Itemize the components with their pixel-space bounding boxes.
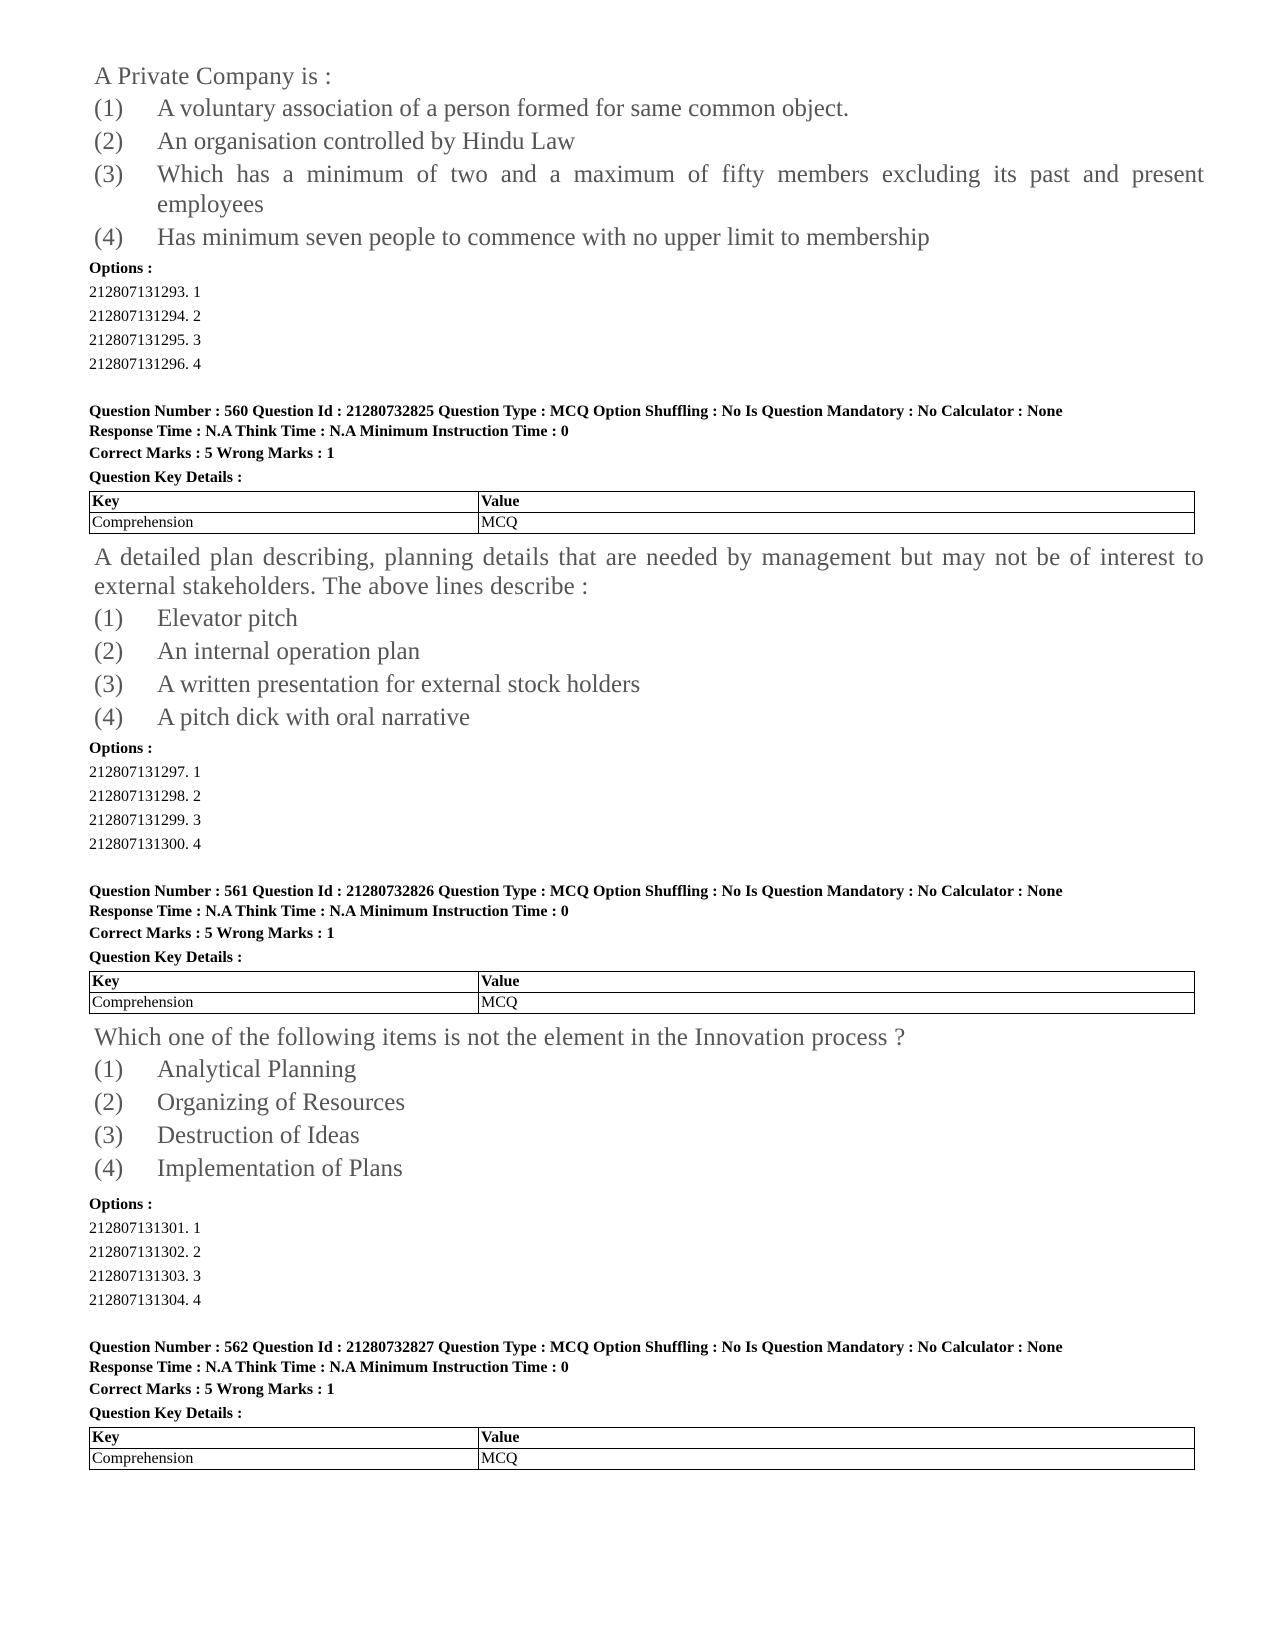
question-560-meta	[89, 402, 1189, 490]
choice-number: (3)	[94, 161, 124, 188]
choice-4	[94, 1154, 1204, 1184]
option-id: 212807131298. 2	[89, 788, 201, 805]
choice-text: Has minimum seven people to commence with no upper limit to membership	[157, 224, 930, 251]
option-id: 212807131299. 3	[89, 812, 201, 829]
choice-1	[94, 1055, 1204, 1085]
choice-number: (2)	[94, 638, 124, 665]
question-561-meta	[89, 882, 1189, 970]
choice-2	[94, 127, 1204, 157]
option-id: 212807131296. 4	[89, 356, 201, 373]
choice-number: (4)	[94, 1155, 124, 1182]
value-cell: MCQ	[479, 993, 1195, 1014]
choice-4	[94, 703, 1204, 733]
choice-number: (2)	[94, 1089, 124, 1116]
choice-text: Destruction of Ideas	[157, 1122, 360, 1149]
question-meta-line: Question Number : 561 Question Id : 21280732826 Question Type : MCQ Option Shuffling : No Is Question Mandatory : No Calculator : None	[89, 883, 1063, 900]
options-label: Options :	[89, 740, 153, 757]
choice-text: Elevator pitch	[157, 605, 298, 632]
option-id: 212807131303. 3	[89, 1268, 201, 1285]
question-marks: Correct Marks : 5 Wrong Marks : 1	[89, 1381, 335, 1398]
choice-2	[94, 1088, 1204, 1118]
value-header: Value	[479, 1428, 1195, 1449]
choice-number: (1)	[94, 1056, 124, 1083]
question-meta-line: Question Number : 560 Question Id : 21280732825 Question Type : MCQ Option Shuffling : No Is Question Mandatory : No Calculator : None	[89, 403, 1063, 420]
option-id: 212807131297. 1	[89, 764, 201, 781]
value-header: Value	[479, 492, 1195, 513]
choice-number: (2)	[94, 128, 124, 155]
option-id: 212807131302. 2	[89, 1244, 201, 1261]
option-id: 212807131300. 4	[89, 836, 201, 853]
key-cell: Comprehension	[90, 1449, 479, 1470]
choice-text: Analytical Planning	[157, 1056, 357, 1083]
choice-3	[94, 670, 1204, 700]
option-id: 212807131294. 2	[89, 308, 201, 325]
choice-text: An internal operation plan	[157, 638, 421, 665]
option-id: 212807131295. 3	[89, 332, 201, 349]
options-list	[89, 1193, 201, 1313]
choice-number: (4)	[94, 704, 124, 731]
question-561-image	[94, 1023, 1204, 1184]
question-key-details-label: Question Key Details :	[89, 949, 243, 966]
question-marks: Correct Marks : 5 Wrong Marks : 1	[89, 445, 335, 462]
value-header: Value	[479, 972, 1195, 993]
choice-number: (4)	[94, 224, 124, 251]
key-header: Key	[90, 1428, 479, 1449]
choice-text: Implementation of Plans	[157, 1155, 403, 1182]
option-id: 212807131293. 1	[89, 284, 201, 301]
question-559-image	[94, 62, 1204, 253]
key-cell: Comprehension	[90, 993, 479, 1014]
question-key-table	[89, 1427, 1195, 1470]
option-id: 212807131301. 1	[89, 1220, 201, 1237]
options-list	[89, 257, 201, 377]
choice-3	[94, 1121, 1204, 1151]
choice-text: A pitch dick with oral narrative	[157, 704, 471, 731]
choice-number: (3)	[94, 671, 124, 698]
question-key-table	[89, 971, 1195, 1014]
value-cell: MCQ	[479, 1449, 1195, 1470]
choice-1	[94, 94, 1204, 124]
question-key-details-label: Question Key Details :	[89, 469, 243, 486]
choice-text: Which has a minimum of two and a maximum of fifty members excluding its past and present employees	[157, 161, 1204, 218]
question-meta-line: Response Time : N.A Think Time : N.A Minimum Instruction Time : 0	[89, 903, 569, 920]
question-meta-line: Question Number : 562 Question Id : 21280732827 Question Type : MCQ Option Shuffling : No Is Question Mandatory : No Calculator : None	[89, 1339, 1063, 1356]
key-header: Key	[90, 492, 479, 513]
choice-text: An organisation controlled by Hindu Law	[157, 128, 576, 155]
choice-text: A voluntary association of a person formed for same common object.	[157, 95, 850, 122]
choice-1	[94, 604, 1204, 634]
question-stem: A detailed plan describing, planning details that are needed by management but may not be of interest to external stakeholders. The above lines describe :	[94, 544, 1204, 600]
question-meta-line: Response Time : N.A Think Time : N.A Minimum Instruction Time : 0	[89, 423, 569, 440]
question-key-table	[89, 491, 1195, 534]
choice-text: Organizing of Resources	[157, 1089, 406, 1116]
options-list	[89, 737, 201, 857]
question-key-details-label: Question Key Details :	[89, 1405, 243, 1422]
choice-text: A written presentation for external stock holders	[157, 671, 641, 698]
key-cell: Comprehension	[90, 513, 479, 534]
options-label: Options :	[89, 1196, 153, 1213]
value-cell: MCQ	[479, 513, 1195, 534]
question-marks: Correct Marks : 5 Wrong Marks : 1	[89, 925, 335, 942]
choice-number: (1)	[94, 605, 124, 632]
question-meta-line: Response Time : N.A Think Time : N.A Minimum Instruction Time : 0	[89, 1359, 569, 1376]
question-stem: A Private Company is :	[94, 63, 332, 90]
key-header: Key	[90, 972, 479, 993]
question-562-meta	[89, 1338, 1189, 1426]
question-560-image	[94, 543, 1204, 733]
choice-number: (3)	[94, 1122, 124, 1149]
option-id: 212807131304. 4	[89, 1292, 201, 1309]
choice-4	[94, 223, 1204, 253]
choice-3	[94, 160, 1204, 220]
question-stem: Which one of the following items is not the element in the Innovation process ?	[94, 1024, 906, 1051]
choice-number: (1)	[94, 95, 124, 122]
choice-2	[94, 637, 1204, 667]
options-label: Options :	[89, 260, 153, 277]
